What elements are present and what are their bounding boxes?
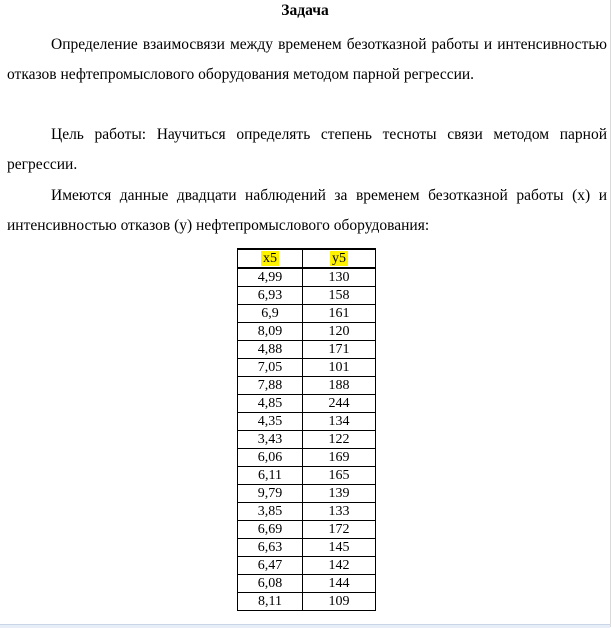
table-row: [238, 593, 376, 611]
header-y5-label: y5: [332, 251, 346, 266]
cell-x5: 4,85: [238, 395, 303, 413]
cell-y5: 142: [303, 557, 376, 575]
paragraph-goal: [7, 120, 607, 180]
table-row: [238, 323, 376, 341]
cell-x5: 4,35: [238, 413, 303, 431]
cell-x5: 3,43: [238, 431, 303, 449]
cell-y5: 133: [303, 503, 376, 521]
cell-y5: 101: [303, 359, 376, 377]
header-x5: [238, 249, 303, 268]
cell-y5: 169: [303, 449, 376, 467]
table-row: [238, 467, 376, 485]
task-title: Задача: [281, 2, 329, 19]
cell-y5: 158: [303, 287, 376, 305]
table-body: [238, 268, 376, 611]
cell-y5: 161: [303, 305, 376, 323]
cell-x5: 6,69: [238, 521, 303, 539]
table-row: [238, 305, 376, 323]
observations-table: [237, 248, 376, 611]
cell-y5: 244: [303, 395, 376, 413]
paragraph-goal-text: Цель работы: Научиться определять степень тесноты связи методом парной регрессии.: [7, 126, 607, 173]
cell-y5: 130: [303, 268, 376, 287]
cell-x5: 6,93: [238, 287, 303, 305]
cell-y5: 109: [303, 593, 376, 611]
table-row: [238, 449, 376, 467]
table-row: [238, 575, 376, 593]
cell-y5: 134: [303, 413, 376, 431]
cell-x5: 6,11: [238, 467, 303, 485]
table-row: [238, 377, 376, 395]
table-row: [238, 341, 376, 359]
cell-x5: 4,99: [238, 268, 303, 287]
cell-y5: 172: [303, 521, 376, 539]
paragraph-data-intro: [7, 181, 607, 241]
paragraph-data-intro-text: Имеются данные двадцати наблюдений за временем безотказной работы (x) и интенсивностью отказов (y) нефтепромыслового оборудования:: [7, 187, 607, 234]
cell-y5: 122: [303, 431, 376, 449]
cell-y5: 188: [303, 377, 376, 395]
table-row: [238, 539, 376, 557]
header-x5-label: x5: [263, 251, 277, 266]
cell-x5: 9,79: [238, 485, 303, 503]
cell-x5: 8,11: [238, 593, 303, 611]
table-row: [238, 431, 376, 449]
paragraph-objective-text: Определение взаимосвязи между временем безотказной работы и интенсивностью отказов нефтепромыслового оборудования методом парной регрессии.: [7, 36, 607, 83]
cell-x5: 8,09: [238, 323, 303, 341]
cell-x5: 4,88: [238, 341, 303, 359]
cell-y5: 139: [303, 485, 376, 503]
table-row: [238, 521, 376, 539]
table-row: [238, 359, 376, 377]
cell-x5: 7,05: [238, 359, 303, 377]
table-row: [238, 503, 376, 521]
cell-x5: 6,63: [238, 539, 303, 557]
header-y5: [303, 249, 376, 268]
cell-x5: 3,85: [238, 503, 303, 521]
table-row: [238, 268, 376, 287]
cell-x5: 6,08: [238, 575, 303, 593]
cell-y5: 145: [303, 539, 376, 557]
table-row: [238, 485, 376, 503]
cell-y5: 171: [303, 341, 376, 359]
cell-y5: 144: [303, 575, 376, 593]
table-header-row: [238, 249, 376, 268]
cell-x5: 6,47: [238, 557, 303, 575]
cell-x5: 6,9: [238, 305, 303, 323]
table-row: [238, 287, 376, 305]
table-row: [238, 413, 376, 431]
cell-y5: 165: [303, 467, 376, 485]
cell-x5: 6,06: [238, 449, 303, 467]
cell-y5: 120: [303, 323, 376, 341]
table-row: [238, 395, 376, 413]
page-bottom-edge: [0, 624, 610, 628]
paragraph-objective: [7, 30, 607, 90]
table-row: [238, 557, 376, 575]
cell-x5: 7,88: [238, 377, 303, 395]
